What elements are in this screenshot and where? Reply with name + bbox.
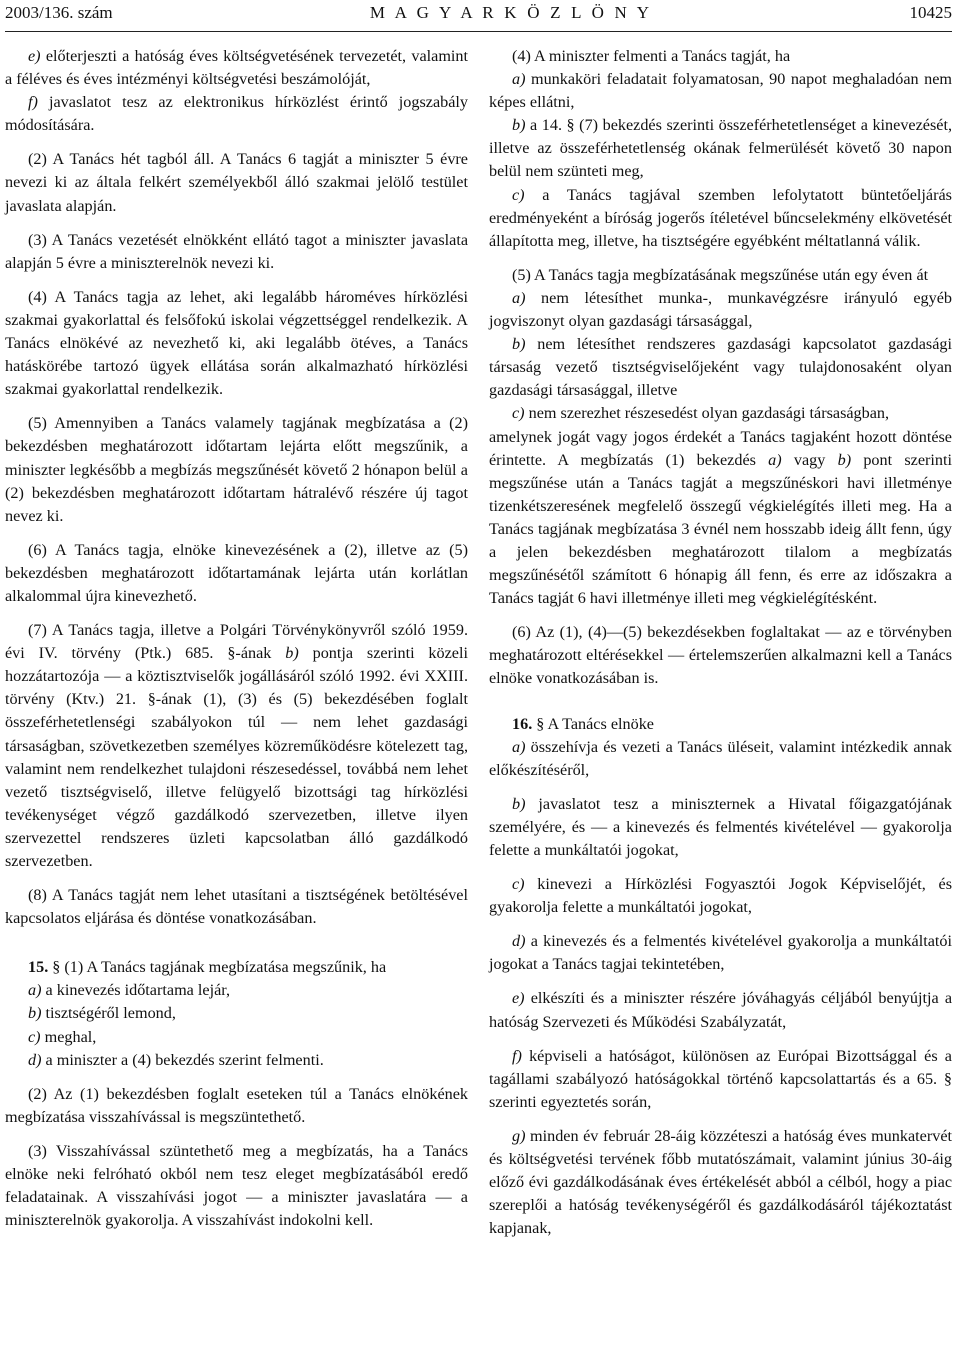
paragraph	[489, 930, 952, 976]
list-marker: d)	[28, 1050, 42, 1069]
paragraph-text: amelynek jogát vagy jogos érdekét a Tanács tagjaként hozott döntése érintette. A megbízatás (1) bekezdés	[489, 427, 952, 469]
list-marker: g)	[512, 1126, 526, 1145]
paragraph-text: előterjeszti a hatóság éves költségvetésének tervezetét, valamint a féléves és éves intézményi költségvetési beszámolóját,	[5, 47, 468, 89]
list-marker: b)	[512, 794, 526, 813]
section-number: 15.	[28, 958, 49, 977]
list-marker: c)	[512, 875, 525, 894]
paragraph-text: minden év február 28-áig közzéteszi a hatóság éves munkatervét és költségvetési tervének főbb mutatószámait, valamint június 30-áig előző évi gazdálkodásának éves értékelését abból a célból, hogy a piac szereplői a hatóság tevékenységéről és gazdálkodásáról tájékoztatást kapjanak,	[489, 1126, 952, 1238]
text-columns	[5, 45, 952, 1243]
gazette-title: M A G Y A R K Ö Z L Ö N Y	[369, 3, 653, 22]
list-marker: a)	[512, 288, 526, 307]
paragraph	[5, 884, 468, 930]
list-marker: c)	[512, 404, 525, 423]
paragraph	[5, 1026, 468, 1049]
paragraph-text: munkaköri feladatait folyamatosan, 90 napot meghaladóan nem képes ellátni,	[489, 70, 952, 112]
paragraph-text: a 14. § (7) bekezdés szerinti összeférhetetlenséget a kinevezését, illetve az összeférhetetlenség okának felmerülését követő 30 napon belül nem szünteti meg,	[489, 116, 952, 181]
paragraph	[5, 91, 468, 137]
paragraph	[489, 713, 952, 736]
inline-marker: a)	[768, 450, 782, 469]
paragraph	[489, 114, 952, 183]
list-marker: d)	[512, 932, 526, 951]
list-marker: f)	[28, 93, 38, 112]
paragraph	[5, 286, 468, 401]
list-marker: f)	[512, 1046, 522, 1065]
paragraph-text: (3) A Tanács vezetését elnökként ellátó tagot a miniszter javaslata alapján 5 évre a miniszterelnök nevezi ki.	[5, 230, 468, 272]
paragraph	[5, 229, 468, 275]
paragraph	[489, 793, 952, 862]
page-header	[5, 0, 952, 31]
paragraph	[489, 736, 952, 782]
list-marker: c)	[28, 1027, 41, 1046]
paragraph-text: elkészíti és a miniszter részére jóváhagyás céljából benyújtja a hatóság Szervezeti és Működési Szabályzatát,	[489, 989, 952, 1031]
list-marker: b)	[512, 116, 526, 135]
paragraph	[489, 45, 952, 68]
paragraph	[489, 68, 952, 114]
paragraph-text: pont szerinti megszűnése után a Tanács tagját a megszűnéskori havi illetménye tizenkétszeresének megfelelő összegű végkielégítés illeti meg. Ha a Tanács tagjának megbízatása 3 évnél nem hosszabb ideig állt fenn, úgy a jelen bekezdésben meghatározott tilalom a megbízatás megszűnésétől számított 6 hónapig áll fenn, és erre az időszakra a Tanács tagját 6 havi illetménye illeti meg végkielégítésként.	[489, 450, 952, 608]
paragraph-text: (6) A Tanács tagja, elnöke kinevezésének a (2), illetve az (5) bekezdésben meghatározott időtartamának lejárta után korlátlan alkalommal újra kinevezhető.	[5, 540, 468, 605]
paragraph	[5, 45, 468, 91]
paragraph-text: javaslatot tesz a miniszternek a Hivatal főigazgatójának személyére, és — a kinevezés és felmentés kivételével — gyakorolja felette a munkáltatói jogokat,	[489, 794, 952, 859]
paragraph	[5, 1083, 468, 1129]
paragraph-text: nem szerezhet részesedést olyan gazdasági társaságban,	[524, 404, 890, 423]
paragraph-text: (7) A Tanács tagja, illetve a Polgári Törvénykönyvről szóló 1959. évi IV. törvény (Ptk.) 685. §-ának	[5, 621, 468, 663]
paragraph-text: meghal,	[40, 1027, 97, 1046]
paragraph-text: § A Tanács elnöke	[532, 714, 654, 733]
paragraph	[489, 873, 952, 919]
paragraph-text: vagy	[781, 450, 838, 469]
paragraph	[5, 1049, 468, 1072]
paragraph-text: (4) A miniszter felmenti a Tanács tagját, ha	[512, 47, 791, 65]
paragraph	[489, 402, 952, 425]
paragraph	[5, 979, 468, 1002]
section-number: 16.	[512, 714, 533, 733]
paragraph	[5, 1002, 468, 1025]
paragraph-text: képviseli a hatóságot, különösen az Európai Bizottsággal és a tagállami szabályozó hatóságokkal történő kapcsolattartás és a 65. § szerinti egyeztetés során,	[489, 1046, 952, 1111]
paragraph-text: § (1) A Tanács tagjának megbízatása megszűnik, ha	[48, 958, 387, 977]
paragraph-text: kinevezi a Hírközlési Fogyasztói Jogok Képviselőjét, és gyakorolja felette a munkáltatói jogokat,	[489, 875, 952, 917]
right-column	[489, 45, 952, 1243]
paragraph	[489, 287, 952, 333]
paragraph-text: (5) A Tanács tagja megbízatásának megszűnése után egy éven át	[512, 265, 929, 284]
list-marker: b)	[28, 1004, 42, 1023]
inline-marker: b)	[285, 644, 299, 663]
paragraph-text: (5) Amennyiben a Tanács valamely tagjának megbízatása a (2) bekezdésben meghatározott időtartam lejárta előtt megszűnik, a miniszter legkésőbb a megbízás megszűnését követő 2 hónapon belül a (2) bekezdésben meghatározott időtartam hátralévő részére új tagot nevez ki.	[5, 414, 468, 525]
list-marker: c)	[512, 185, 525, 204]
list-marker: b)	[512, 335, 526, 354]
paragraph-text: a kinevezés időtartama lejár,	[41, 981, 231, 1000]
paragraph	[489, 264, 952, 287]
paragraph-text: pontja szerinti közeli hozzátartozója — a köztisztviselők jogállásáról szóló 1992. évi XXIII. törvény (Ktv.) 21. §-ának (1), (3) és (5) bekezdésében foglalt összeférhetetlenségi szabályokon túl — nem lehet gazdasági társaságban, szövetkezetben személyes közreműködésre kötelezett tag, valamint nem rendelkezhet tulajdoni részesedéssel, továbbá nem lehet vezető tisztségviselő, illetve felügyelő bizottsági tag hírközlési tevékenységet végző gazdálkodó szervezetben, illetve ilyen szervezettel rendszeres üzleti kapcsolatban álló gazdálkodó szervezetben.	[5, 644, 468, 870]
paragraph-text: összehívja és vezeti a Tanács üléseit, valamint intézkedik annak előkészítéséről,	[489, 737, 952, 779]
page-number: 10425	[909, 3, 952, 22]
paragraph	[489, 184, 952, 253]
paragraph-text: javaslatot tesz az elektronikus hírközlést érintő jogszabály módosítására.	[5, 93, 468, 135]
list-marker: a)	[512, 737, 526, 756]
left-column	[5, 45, 468, 1243]
inline-marker: b)	[837, 450, 852, 469]
paragraph	[489, 621, 952, 690]
list-marker: a)	[28, 981, 42, 1000]
list-marker: a)	[512, 70, 526, 89]
paragraph-text: nem létesíthet rendszeres gazdasági kapcsolatot gazdasági társaság vezető tisztségviselőjeként vagy tulajdonosaként olyan gazdasági társasággal, illetve	[489, 335, 952, 400]
header-rule	[5, 31, 952, 32]
paragraph-text: (3) Visszahívással szüntethető meg a megbízatás, ha a Tanács elnöke neki felróható okból nem tesz eleget megbízatásából eredő feladatainak. A visszahívási jogot — a miniszter javaslatára — a miniszterelnök gyakorolja. A visszahívást indokolni kell.	[5, 1141, 468, 1230]
paragraph	[5, 956, 468, 979]
paragraph-text: (2) Az (1) bekezdésben foglalt eseteken túl a Tanács elnökének megbízatása visszahívással is megszüntethető.	[5, 1084, 468, 1126]
paragraph	[5, 619, 468, 873]
paragraph	[5, 1140, 468, 1232]
paragraph	[489, 1125, 952, 1240]
issue-number: 2003/136. szám	[5, 3, 113, 22]
paragraph	[5, 148, 468, 217]
paragraph	[5, 412, 468, 527]
paragraph-text: (4) A Tanács tagja az lehet, aki legalább hároméves hírközlési szakmai gyakorlattal és felsőfokú iskolai végzettséggel rendelkezik. A Tanács elnökévé az nevezhető ki, aki legalább ötéves, a Tanács hatáskörébe tartozó ügyek ellátása során alkalmazható hírközlési szakmai gyakorlattal rendelkezik.	[5, 287, 468, 399]
paragraph	[489, 426, 952, 611]
paragraph-text: nem létesíthet munka-, munkavégzésre irányuló egyéb jogviszonyt olyan gazdasági társasággal,	[489, 288, 952, 331]
paragraph-text: tisztségéről lemond,	[41, 1004, 176, 1023]
paragraph-text: a Tanács tagjával szemben lefolytatott büntetőeljárás eredményeként a bíróság jogerős ítéletével bűncselekmény elkövetését állapította meg, illetve, ha tisztségére egyébként méltatlanná válik.	[489, 185, 952, 250]
paragraph-text: (6) Az (1), (4)—(5) bekezdésekben foglaltakat — az e törvényben meghatározott eltérésekkel — értelemszerűen alkalmazni kell a Tanács elnöke vonatkozásában is.	[489, 623, 952, 688]
paragraph-text: a kinevezés és a felmentés kivételével gyakorolja a munkáltatói jogokat a Tanács tagjai tekintetében,	[489, 932, 952, 974]
list-marker: e)	[28, 47, 41, 65]
paragraph	[489, 333, 952, 402]
paragraph	[489, 1045, 952, 1114]
paragraph-text: a miniszter a (4) bekezdés szerint felmenti.	[41, 1050, 324, 1069]
paragraph	[489, 987, 952, 1033]
paragraph-text: (8) A Tanács tagját nem lehet utasítani a tisztségének betöltésével kapcsolatos eljárása és döntése vonatkozásában.	[5, 886, 468, 928]
paragraph	[5, 539, 468, 608]
list-marker: e)	[512, 989, 525, 1008]
paragraph-text: (2) A Tanács hét tagból áll. A Tanács 6 tagját a miniszter 5 évre nevezi ki az általa felkért személyekből álló szakmai jelölő testület javaslata alapján.	[5, 150, 468, 215]
